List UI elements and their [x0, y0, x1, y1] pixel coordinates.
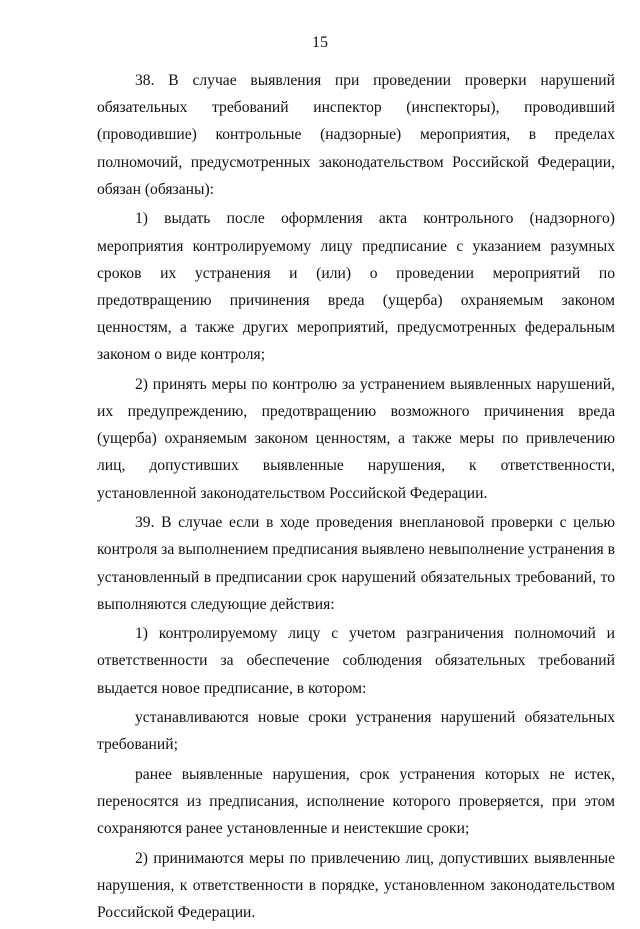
paragraph-39-subitem-new-terms: устанавливаются новые сроки устранения нарушений обязательных требований;: [97, 709, 615, 754]
document-body: [97, 67, 615, 929]
paragraph-38-item-1: 1) выдать после оформления акта контрольного (надзорного) мероприятия контролируемому лицу предписание с указанием разумных сроков их устранения и (или) о проведении мероприятий по предотвращению причинения вреда (ущерба) охраняемым законом ценностям, а также других мероприятий, предусмотренных федеральным законом о виде контроля;: [97, 210, 615, 364]
paragraph-38-item-2: 2) принять меры по контролю за устранением выявленных нарушений, их предупреждению, предотвращению возможного причинения вреда (ущерба) охраняемым законом ценностям, а также меры по привлечению лиц, допустивших выявленные нарушения, к ответственности, установленной законодательством Российской Федерации.: [97, 375, 615, 502]
page-number: 15: [312, 34, 328, 51]
paragraph-39-intro: 39. В случае если в ходе проведения внеплановой проверки с целью контроля за выполнением предписания выявлено невыполнение устранения в установленный в предписании срок нарушений обязательных требований, то выполняются следующие действия:: [97, 514, 615, 613]
paragraph-39-item-1: 1) контролируемому лицу с учетом разграничения полномочий и ответственности за обеспечение соблюдения обязательных требований выдается новое предписание, в котором:: [97, 625, 615, 697]
paragraph-39-item-2: 2) принимаются меры по привлечению лиц, допустивших выявленные нарушения, к ответственности в порядке, установленном законодательством Российской Федерации.: [97, 849, 615, 922]
paragraph-39-subitem-transfer: ранее выявленные нарушения, срок устранения которых не истек, переносятся из предписания, исполнение которого проверяется, при этом сохраняются ранее установленные и неистекшие сроки;: [97, 765, 615, 838]
paragraph-38-intro: 38. В случае выявления при проведении проверки нарушений обязательных требований инспектор (инспекторы), проводивший (проводившие) контрольные (надзорные) мероприятия, в пределах полномочий, предусмотренных законодательством Российской Федерации, обязан (обязаны):: [97, 72, 615, 198]
